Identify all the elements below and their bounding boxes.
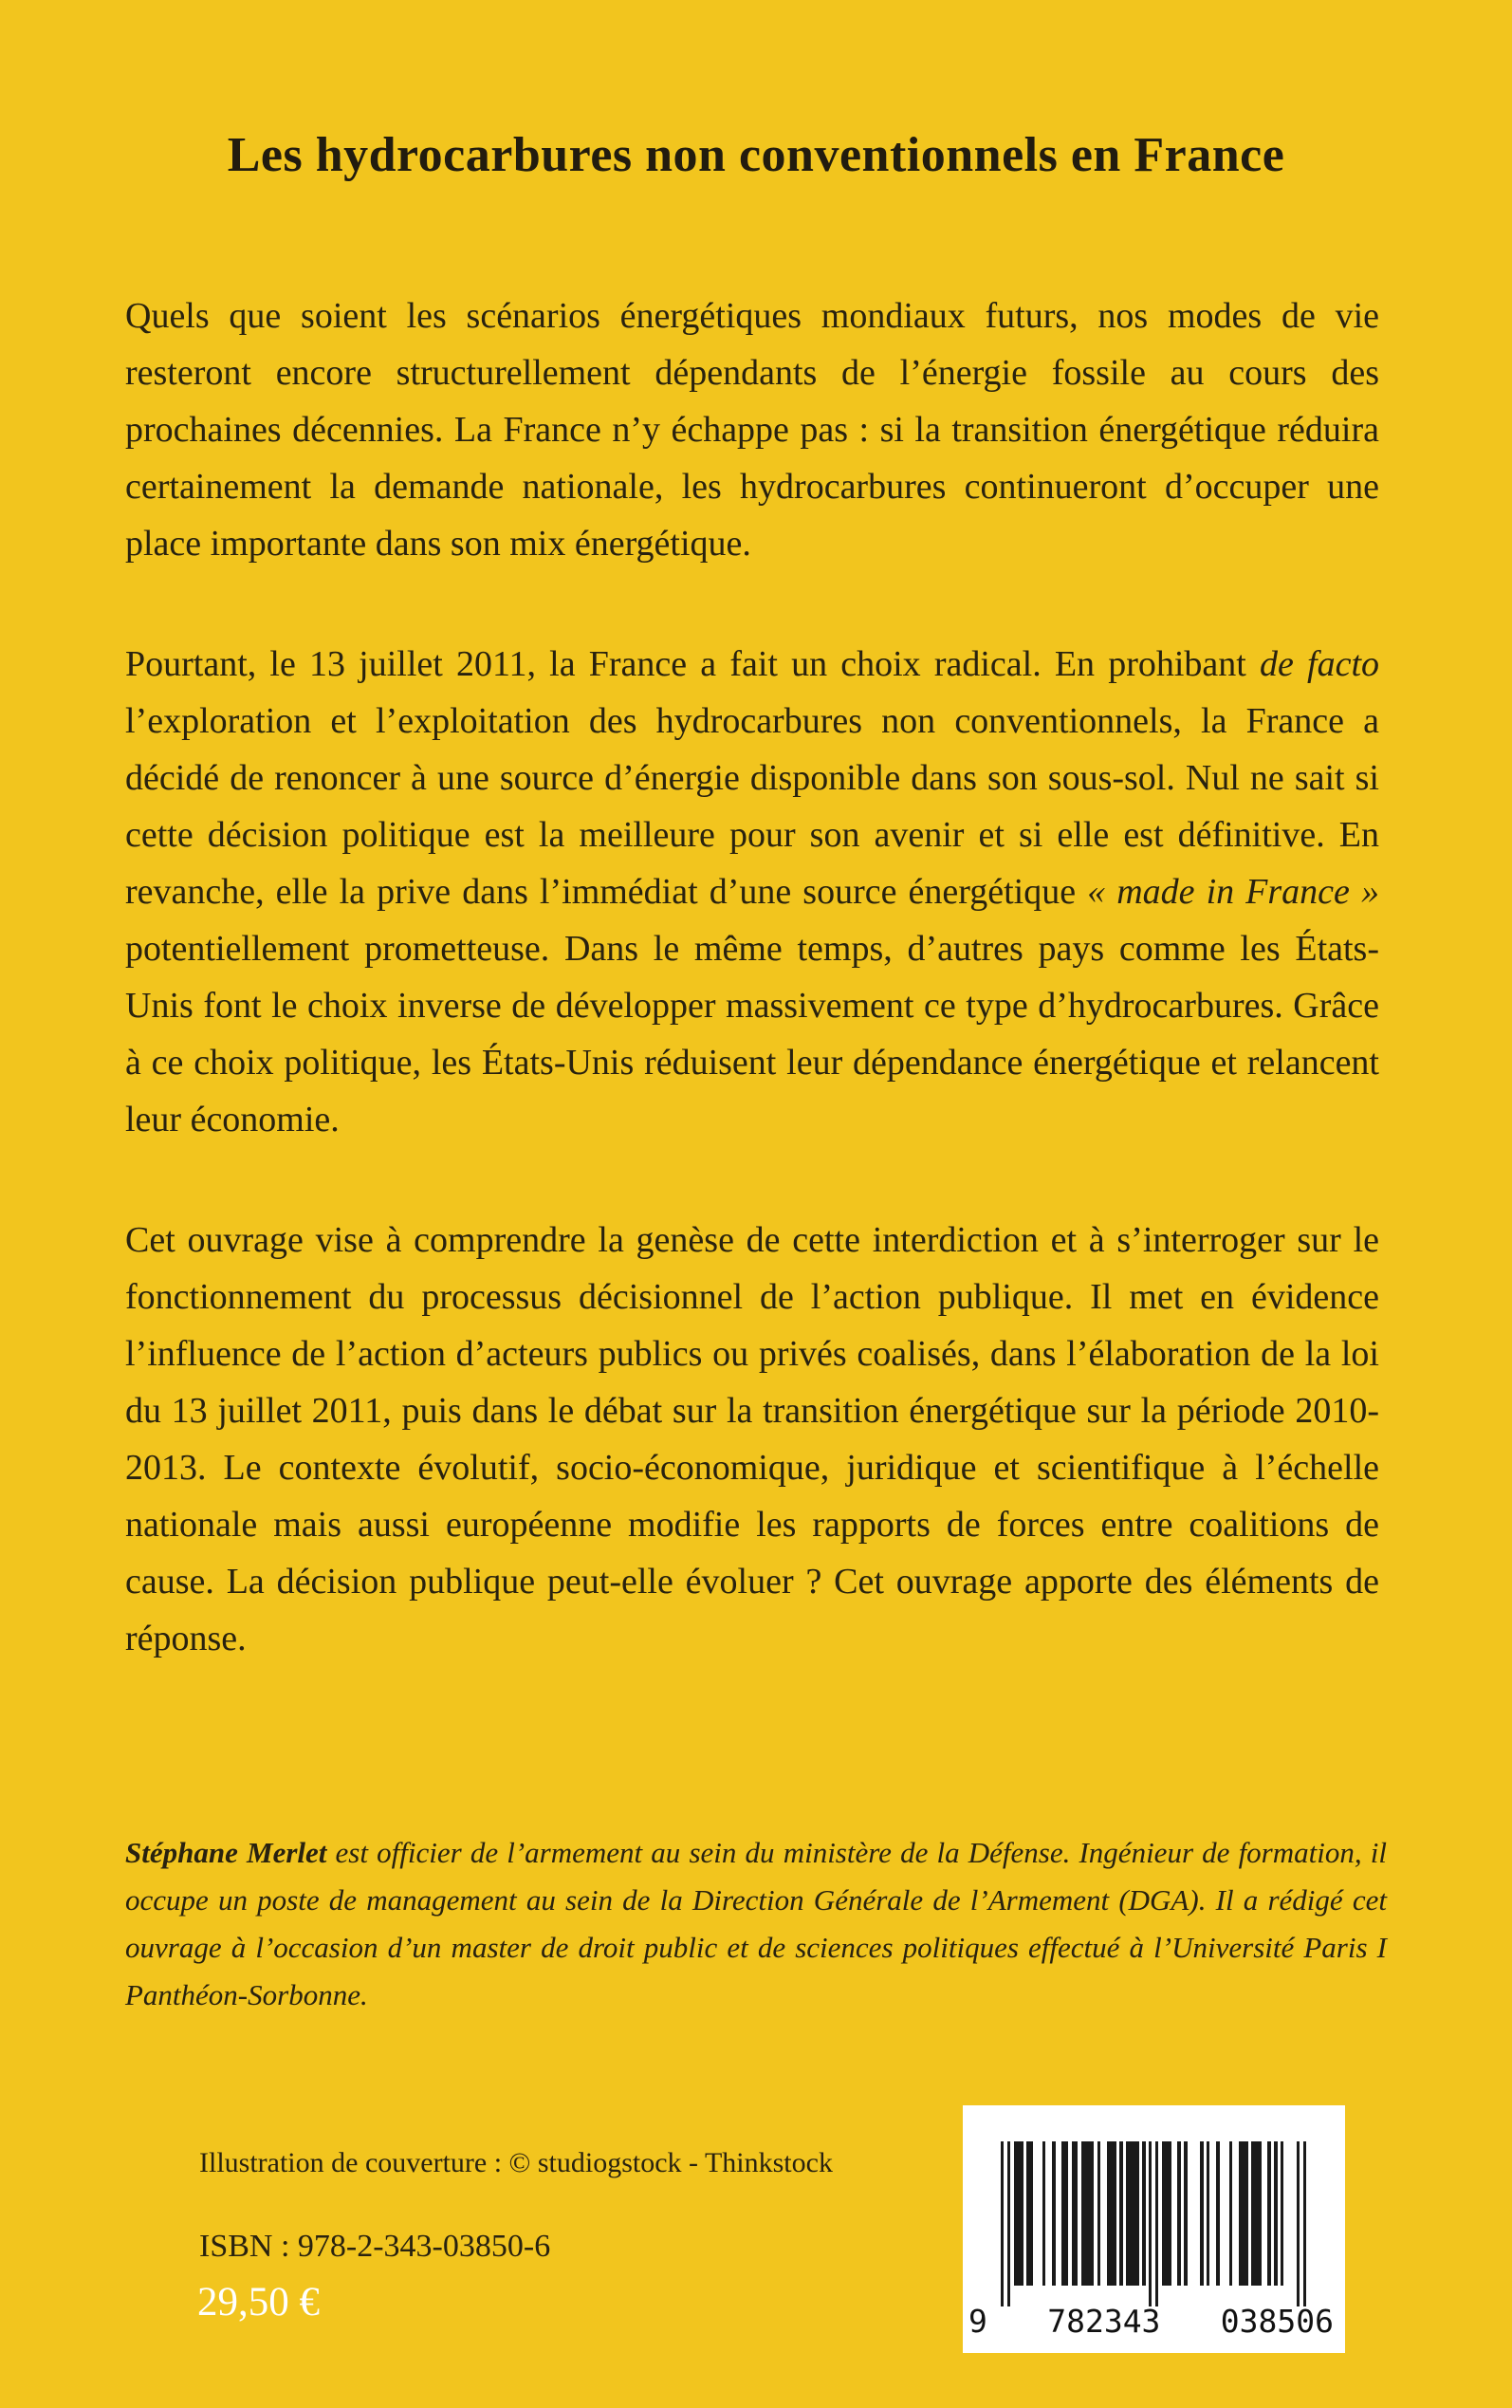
isbn-line: ISBN : 978-2-343-03850-6 — [199, 2229, 551, 2264]
synopsis-paragraph-2-text: l’exploration et l’exploitation des hydrocarbures non conventionnels, la France a décidé de renoncer à une source d’énergie disponible dans son sous-sol. Nul ne sait si cette décision politique est la meilleure pour son avenir et si elle est définitive. En revanche, elle la prive dans l’immédiat d’une source énergétique — [125, 701, 1379, 912]
barcode-digit-group-right: 038506 — [1220, 2303, 1334, 2340]
barcode-digit-lead: 9 — [968, 2303, 987, 2340]
synopsis-paragraph-2-text: potentiellement prometteuse. Dans le même temps, d’autres pays comme les États-Unis font le choix inverse de développer massivement ce type d’hydrocarbures. Grâce à ce choix politique, les États-Unis réduisent leur dépendance énergétique et relancent leur économie. — [125, 929, 1379, 1139]
synopsis-paragraph-3: Cet ouvrage vise à comprendre la genèse de cette interdiction et à s’interroger sur le fonctionnement du processus décisionnel de l’action publique. Il met en évidence l’influence de l’action d’acteurs publics ou privés coalisés, dans l’élaboration de la loi du 13 juillet 2011, puis dans le débat sur la transition énergétique sur la période 2010-2013. Le contexte évolutif, socio-économique, juridique et scientifique à l’échelle nationale mais aussi européenne modifie les rapports de forces entre coalitions de cause. La décision publique peut-elle évoluer ? Cet ouvrage apporte des éléments de réponse. — [125, 1220, 1379, 1658]
author-bio — [125, 1829, 1387, 2019]
synopsis-paragraph-2-text: Pourtant, le 13 juillet 2011, la France a fait un choix radical. En prohibant — [125, 644, 1260, 684]
synopsis-paragraph-1: Quels que soient les scénarios énergétiques mondiaux futurs, nos modes de vie resteront encore structurellement dépendants de l’énergie fossile au cours des prochaines décennies. La France n’y échappe pas : si la transition énergétique réduira certainement la demande nationale, les hydrocarbures continueront d’occuper une place importante dans son mix énergétique. — [125, 296, 1379, 564]
synopsis — [125, 287, 1379, 1667]
synopsis-paragraph-2 — [125, 636, 1379, 1148]
book-title: Les hydrocarbures non conventionnels en France — [227, 128, 1285, 182]
quoted-phrase-made-in-france: « made in France » — [1087, 872, 1379, 912]
price-label: 29,50 € — [197, 2280, 320, 2325]
barcode-digit-group-left: 782343 — [1047, 2303, 1161, 2340]
barcode-bars — [1001, 2141, 1306, 2306]
author-name: Stéphane Merlet — [125, 1836, 327, 1869]
barcode-digits — [968, 2303, 1334, 2340]
latin-phrase-de-facto: de facto — [1260, 644, 1379, 684]
barcode-panel — [963, 2105, 1345, 2353]
author-bio-text: est officier de l’armement au sein du ministère de la Défense. Ingénieur de formation, il occupe un poste de management au sein de la Direction Générale de l’Armement (DGA). Il a rédigé cet ouvrage à l’occasion d’un master de droit public et de sciences politiques effectué à l’Université Paris I Panthéon-Sorbonne. — [125, 1836, 1387, 2011]
cover-illustration-credit: Illustration de couverture : © studiogstock - Thinkstock — [199, 2147, 833, 2178]
